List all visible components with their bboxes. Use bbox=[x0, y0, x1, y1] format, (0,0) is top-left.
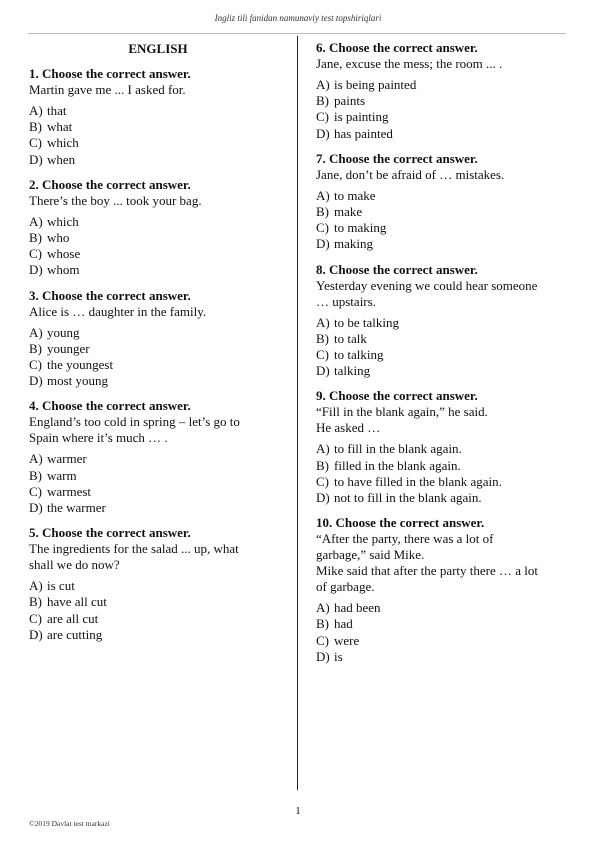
answer-option[interactable] bbox=[316, 315, 566, 331]
question-title: 6. Choose the correct answer. bbox=[316, 40, 478, 55]
answer-option[interactable] bbox=[29, 103, 287, 119]
question-stem-line: Mike said that after the party there … a lot bbox=[316, 563, 539, 579]
question-block bbox=[29, 398, 287, 516]
answer-options bbox=[316, 77, 566, 142]
answer-option[interactable] bbox=[316, 441, 566, 457]
answer-option[interactable] bbox=[29, 484, 287, 500]
option-text: to be talking bbox=[334, 314, 399, 330]
question-stem-line: garbage,” said Mike. bbox=[316, 547, 425, 563]
option-letter: C) bbox=[29, 135, 42, 151]
question-stem-line: Yesterday evening we could hear someone bbox=[316, 277, 538, 293]
option-letter: C) bbox=[29, 357, 42, 373]
option-text: talking bbox=[334, 363, 371, 379]
option-letter: A) bbox=[29, 103, 43, 118]
answer-option[interactable] bbox=[29, 357, 287, 373]
option-text: warmest bbox=[47, 483, 92, 499]
answer-option[interactable] bbox=[29, 135, 287, 151]
answer-option[interactable] bbox=[316, 633, 566, 649]
option-text: filled in the blank again. bbox=[334, 457, 461, 473]
question-title: 9. Choose the correct answer. bbox=[316, 388, 478, 404]
option-text: that bbox=[47, 103, 67, 118]
option-letter: B) bbox=[29, 594, 42, 610]
option-letter: C) bbox=[316, 632, 329, 648]
option-letter: B) bbox=[316, 330, 329, 346]
answer-option[interactable] bbox=[316, 616, 566, 632]
option-text: is painting bbox=[334, 109, 389, 125]
option-text: is cut bbox=[47, 578, 75, 594]
option-letter: C) bbox=[316, 473, 329, 489]
option-letter: B) bbox=[316, 204, 329, 220]
option-letter: B) bbox=[316, 616, 329, 632]
option-letter: C) bbox=[29, 610, 42, 626]
option-text: to fill in the blank again. bbox=[334, 441, 462, 457]
answer-option[interactable] bbox=[316, 458, 566, 474]
question-block bbox=[316, 151, 566, 253]
option-letter: A) bbox=[316, 600, 330, 616]
answer-option[interactable] bbox=[316, 188, 566, 204]
answer-option[interactable] bbox=[316, 126, 566, 142]
option-letter: D) bbox=[316, 648, 330, 664]
right-column bbox=[316, 40, 566, 674]
option-letter: C) bbox=[316, 347, 329, 363]
answer-option[interactable] bbox=[29, 246, 287, 262]
option-letter: D) bbox=[29, 500, 43, 516]
left-column bbox=[29, 40, 287, 652]
question-title: 10. Choose the correct answer. bbox=[316, 515, 485, 531]
question-stem-line: He asked … bbox=[316, 420, 381, 436]
footer-copyright: ©2019 Davlat test markazi bbox=[29, 819, 110, 828]
option-text: which bbox=[47, 135, 79, 151]
option-letter: B) bbox=[29, 119, 42, 135]
answer-option[interactable] bbox=[316, 220, 566, 236]
answer-option[interactable] bbox=[29, 500, 287, 516]
option-text: is bbox=[334, 648, 343, 664]
option-text: most young bbox=[47, 373, 109, 389]
question-title: 3. Choose the correct answer. bbox=[29, 287, 191, 303]
question-block bbox=[29, 288, 287, 390]
option-letter: B) bbox=[29, 467, 42, 483]
answer-option[interactable] bbox=[29, 468, 287, 484]
question-block bbox=[29, 66, 287, 168]
answer-option[interactable] bbox=[29, 341, 287, 357]
option-letter: B) bbox=[29, 340, 42, 356]
option-letter: D) bbox=[316, 236, 330, 252]
question-stem-line: Jane, excuse the mess; the room ... . bbox=[316, 56, 503, 71]
header-rule bbox=[28, 33, 566, 34]
option-text: have all cut bbox=[47, 594, 107, 610]
option-text: is being painted bbox=[334, 77, 417, 92]
option-text: had bbox=[334, 616, 353, 632]
option-text: warm bbox=[47, 467, 77, 483]
option-text: are all cut bbox=[47, 610, 99, 626]
question-block bbox=[316, 515, 566, 665]
answer-options bbox=[29, 214, 287, 279]
option-letter: A) bbox=[29, 451, 43, 467]
question-stem-line: of garbage. bbox=[316, 579, 375, 595]
option-text: to talking bbox=[334, 347, 384, 363]
option-letter: C) bbox=[29, 246, 42, 262]
page-number: 1 bbox=[295, 805, 301, 817]
option-text: to making bbox=[334, 220, 387, 236]
option-text: whom bbox=[47, 262, 80, 278]
option-letter: A) bbox=[29, 324, 43, 340]
option-text: had been bbox=[334, 600, 381, 616]
answer-option[interactable] bbox=[316, 77, 566, 93]
option-letter: D) bbox=[316, 490, 330, 506]
option-text: has painted bbox=[334, 125, 393, 141]
answer-option[interactable] bbox=[29, 627, 287, 643]
section-title: ENGLISH bbox=[128, 41, 188, 56]
question-title: 1. Choose the correct answer. bbox=[29, 66, 191, 81]
answer-options bbox=[316, 441, 566, 506]
answer-option[interactable] bbox=[316, 363, 566, 379]
option-letter: A) bbox=[316, 187, 330, 203]
answer-option[interactable] bbox=[29, 214, 287, 230]
question-stem-line: Alice is … daughter in the family. bbox=[29, 303, 207, 319]
option-text: paints bbox=[334, 93, 366, 109]
option-text: what bbox=[47, 119, 73, 135]
question-title: 7. Choose the correct answer. bbox=[316, 150, 478, 166]
question-block bbox=[316, 40, 566, 142]
question-stem-line: Jane, don’t be afraid of … mistakes. bbox=[316, 166, 505, 182]
answer-option[interactable] bbox=[316, 600, 566, 616]
option-letter: D) bbox=[316, 125, 330, 141]
answer-option[interactable] bbox=[29, 451, 287, 467]
question-block bbox=[29, 525, 287, 643]
answer-options bbox=[29, 451, 287, 516]
question-stem-line: England’s too cold in spring – let’s go to bbox=[29, 414, 240, 430]
option-letter: C) bbox=[316, 220, 329, 236]
option-text: whose bbox=[47, 246, 81, 262]
answer-options bbox=[29, 103, 287, 168]
option-text: young bbox=[47, 324, 80, 340]
answer-options bbox=[316, 315, 566, 380]
question-block bbox=[316, 262, 566, 380]
answer-option[interactable] bbox=[316, 331, 566, 347]
option-text: are cutting bbox=[47, 626, 103, 642]
answer-option[interactable] bbox=[316, 347, 566, 363]
option-letter: C) bbox=[316, 109, 329, 125]
question-stem-line: shall we do now? bbox=[29, 557, 120, 573]
option-letter: A) bbox=[29, 578, 43, 594]
question-stem-line: Spain where it’s much … . bbox=[29, 430, 168, 446]
option-letter: C) bbox=[29, 483, 42, 499]
answer-option[interactable] bbox=[29, 594, 287, 610]
option-letter: D) bbox=[316, 363, 330, 379]
question-title: 8. Choose the correct answer. bbox=[316, 261, 478, 277]
option-letter: A) bbox=[316, 314, 330, 330]
answer-option[interactable] bbox=[29, 119, 287, 135]
option-text: the youngest bbox=[47, 357, 114, 373]
answer-options bbox=[316, 600, 566, 665]
option-text: not to fill in the blank again. bbox=[334, 490, 482, 506]
option-letter: D) bbox=[29, 626, 43, 642]
question-stem-line: “Fill in the blank again,” he said. bbox=[316, 404, 488, 420]
option-text: make bbox=[334, 204, 363, 220]
question-stem-line: … upstairs. bbox=[316, 293, 376, 309]
answer-option[interactable] bbox=[29, 152, 287, 168]
answer-option[interactable] bbox=[316, 474, 566, 490]
answer-option[interactable] bbox=[316, 649, 566, 665]
option-letter: D) bbox=[29, 373, 43, 389]
answer-option[interactable] bbox=[29, 578, 287, 594]
page-header: Ingliz tili fanidan namunaviy test topshiriqlari bbox=[214, 13, 382, 23]
answer-option[interactable] bbox=[29, 611, 287, 627]
question-title: 2. Choose the correct answer. bbox=[29, 176, 191, 192]
option-text: which bbox=[47, 213, 79, 229]
option-text: the warmer bbox=[47, 500, 106, 516]
question-block bbox=[316, 388, 566, 506]
option-letter: A) bbox=[316, 441, 330, 457]
answer-option[interactable] bbox=[316, 490, 566, 506]
option-letter: B) bbox=[316, 93, 329, 109]
question-stem-line: There’s the boy ... took your bag. bbox=[29, 192, 202, 208]
answer-options bbox=[29, 578, 287, 643]
option-text: were bbox=[334, 632, 360, 648]
option-text: to make bbox=[334, 187, 376, 203]
option-letter: A) bbox=[29, 213, 43, 229]
answer-options bbox=[316, 188, 566, 253]
option-text: making bbox=[334, 236, 373, 252]
question-stem-line: “After the party, there was a lot of bbox=[316, 531, 494, 547]
option-text: to talk bbox=[334, 330, 367, 346]
option-text: to have filled in the blank again. bbox=[334, 473, 502, 489]
option-text: when bbox=[47, 151, 76, 167]
option-letter: D) bbox=[29, 151, 43, 167]
option-letter: B) bbox=[316, 457, 329, 473]
option-text: younger bbox=[47, 340, 90, 356]
option-letter: A) bbox=[316, 77, 330, 92]
answer-option[interactable] bbox=[316, 204, 566, 220]
option-letter: D) bbox=[29, 262, 43, 278]
answer-option[interactable] bbox=[316, 109, 566, 125]
answer-option[interactable] bbox=[29, 230, 287, 246]
question-stem-line: The ingredients for the salad ... up, what bbox=[29, 541, 239, 557]
right-question-list bbox=[316, 40, 566, 665]
question-block bbox=[29, 177, 287, 279]
question-stem-line: Martin gave me ... I asked for. bbox=[29, 82, 186, 97]
answer-option[interactable] bbox=[316, 236, 566, 252]
answer-option[interactable] bbox=[29, 325, 287, 341]
question-title: 5. Choose the correct answer. bbox=[29, 525, 191, 541]
answer-option[interactable] bbox=[316, 93, 566, 109]
answer-option[interactable] bbox=[29, 262, 287, 278]
answer-options bbox=[29, 325, 287, 390]
answer-option[interactable] bbox=[29, 373, 287, 389]
option-text: who bbox=[47, 230, 70, 246]
option-letter: B) bbox=[29, 230, 42, 246]
question-title: 4. Choose the correct answer. bbox=[29, 398, 191, 414]
option-text: warmer bbox=[47, 451, 87, 467]
column-divider bbox=[297, 36, 298, 790]
left-question-list bbox=[29, 66, 287, 643]
